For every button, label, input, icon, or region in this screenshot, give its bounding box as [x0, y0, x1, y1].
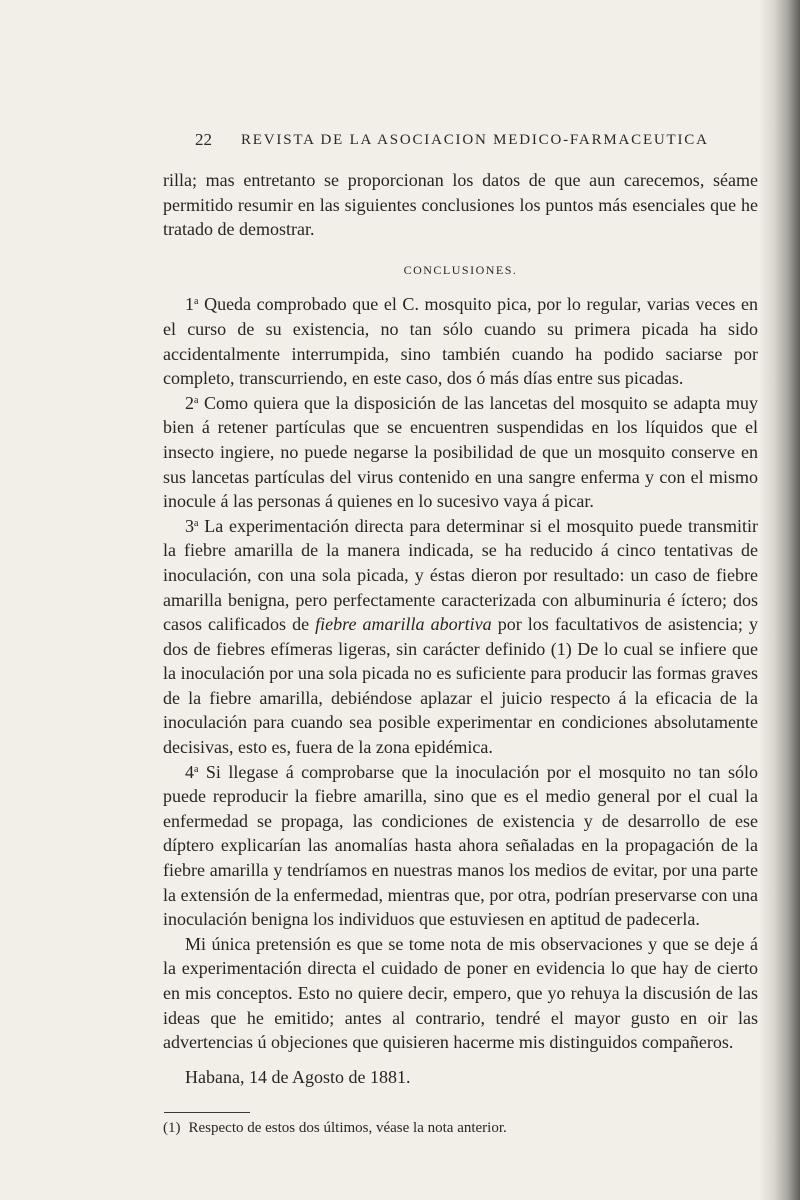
ordinal-mark: a: [194, 763, 199, 775]
section-title: CONCLUSIONES.: [403, 262, 518, 277]
closing-paragraph: Mi única pretensión es que se tome nota de mis observaciones y que se deje á la experimentación directa el cuidado de poner en evidencia lo que hay de cierto en mis conceptos. Esto no quiere decir, empero, que yo rehuya la discusión de las ideas que he emitido; antes al contrario, tendré el mayor gusto en oir las advertencias ú objeciones que quisieren hacerme mis distinguidos compañeros.: [163, 933, 758, 1053]
ordinal-mark: a: [194, 394, 199, 406]
footnote-marker: (1): [163, 1120, 181, 1136]
running-title: REVISTA DE LA ASOCIACION MEDICO-FARMACEUTICA: [241, 132, 709, 148]
conclusion-text: La experimentación directa para determinar si el mosquito puede transmitir la fiebre amarilla de la manera indicada, se ha reducido á cinco tentativas de inoculación, con una sola picada, y éstas dieron por resultado: un caso de fiebre amarilla benigna, pero perfectamente caracterizada con albuminuria é íctero; dos casos calificados de: [163, 515, 758, 635]
footnote-divider: [164, 1112, 250, 1113]
conclusion-number: 3: [185, 515, 194, 536]
conclusion-1: [163, 292, 758, 390]
conclusion-text: Como quiera que la disposición de las lancetas del mosquito se adapta muy bien á retener partículas que se encuentren suspendidas en los líquidos que el insecto ingiere, no puede negarse la posibilidad de que un mosquito conserve en sus lancetas partículas del virus contenido en una sangre enferma y con el mismo inocule á las personas á quienes en lo sucesivo vaya á picar.: [163, 392, 758, 512]
binding-edge: [760, 0, 800, 1200]
conclusion-text: Queda comprobado que el C. mosquito pica, por lo regular, varias veces en el curso de su existencia, no tan sólo cuando su primera picada ha sido accidentalmente interrumpida, sino también cuando ha podido saciarse por completo, transcurriendo, en este caso, dos ó más días entre sus picadas.: [163, 294, 758, 389]
conclusion-number: 4: [185, 761, 194, 782]
conclusion-number: 2: [185, 392, 194, 413]
ordinal-mark: a: [194, 296, 199, 308]
conclusion-4: [163, 760, 758, 932]
page-number: 22: [195, 130, 212, 149]
conclusion-text: por los facultativos de asistencia; y dos de fiebres efímeras ligeras, sin carácter definido (1) De lo cual se infiere que la inoculación por una sola picada no es suficiente para producir las formas graves de la fiebre amarilla, debiéndose aplazar el juicio respecto á la eficacia de la inoculación para cuando sea posible experimentar en condiciones absolutamente decisivas, esto es, fuera de la zona epidémica.: [163, 614, 758, 758]
footnote: [163, 1120, 507, 1137]
conclusion-number: 1: [185, 294, 194, 315]
ordinal-mark: a: [194, 517, 199, 529]
conclusion-2: [163, 391, 758, 514]
intro-paragraph: rilla; mas entretanto se proporcionan los datos de que aun carecemos, séame permitido resumir en las siguientes conclusiones los puntos más esenciales que he tratado de demostrar.: [163, 170, 758, 240]
signature-line: Habana, 14 de Agosto de 1881.: [185, 1066, 411, 1087]
conclusion-text: Si llegase á comprobarse que la inoculación por el mosquito no tan sólo puede reproducir la fiebre amarilla, sino que es el medio general por el cual la enfermedad se propaga, las condiciones de existencia y de desarrollo de ese díptero explicarían las anomalías hasta ahora señaladas en la propagación de la fiebre amarilla y tendríamos en nuestras manos los medios de evitar, por una parte la extensión de la enfermedad, mientras que, por otra, podrían preservarse con una inoculación benigna los individuos que estuviesen en aptitud de padecerla.: [163, 761, 758, 930]
italic-term: fiebre amarilla abortiva: [315, 614, 492, 635]
body-text: [163, 168, 758, 1089]
footnote-text: Respecto de estos dos últimos, véase la nota anterior.: [188, 1120, 507, 1136]
conclusion-3: [163, 514, 758, 760]
